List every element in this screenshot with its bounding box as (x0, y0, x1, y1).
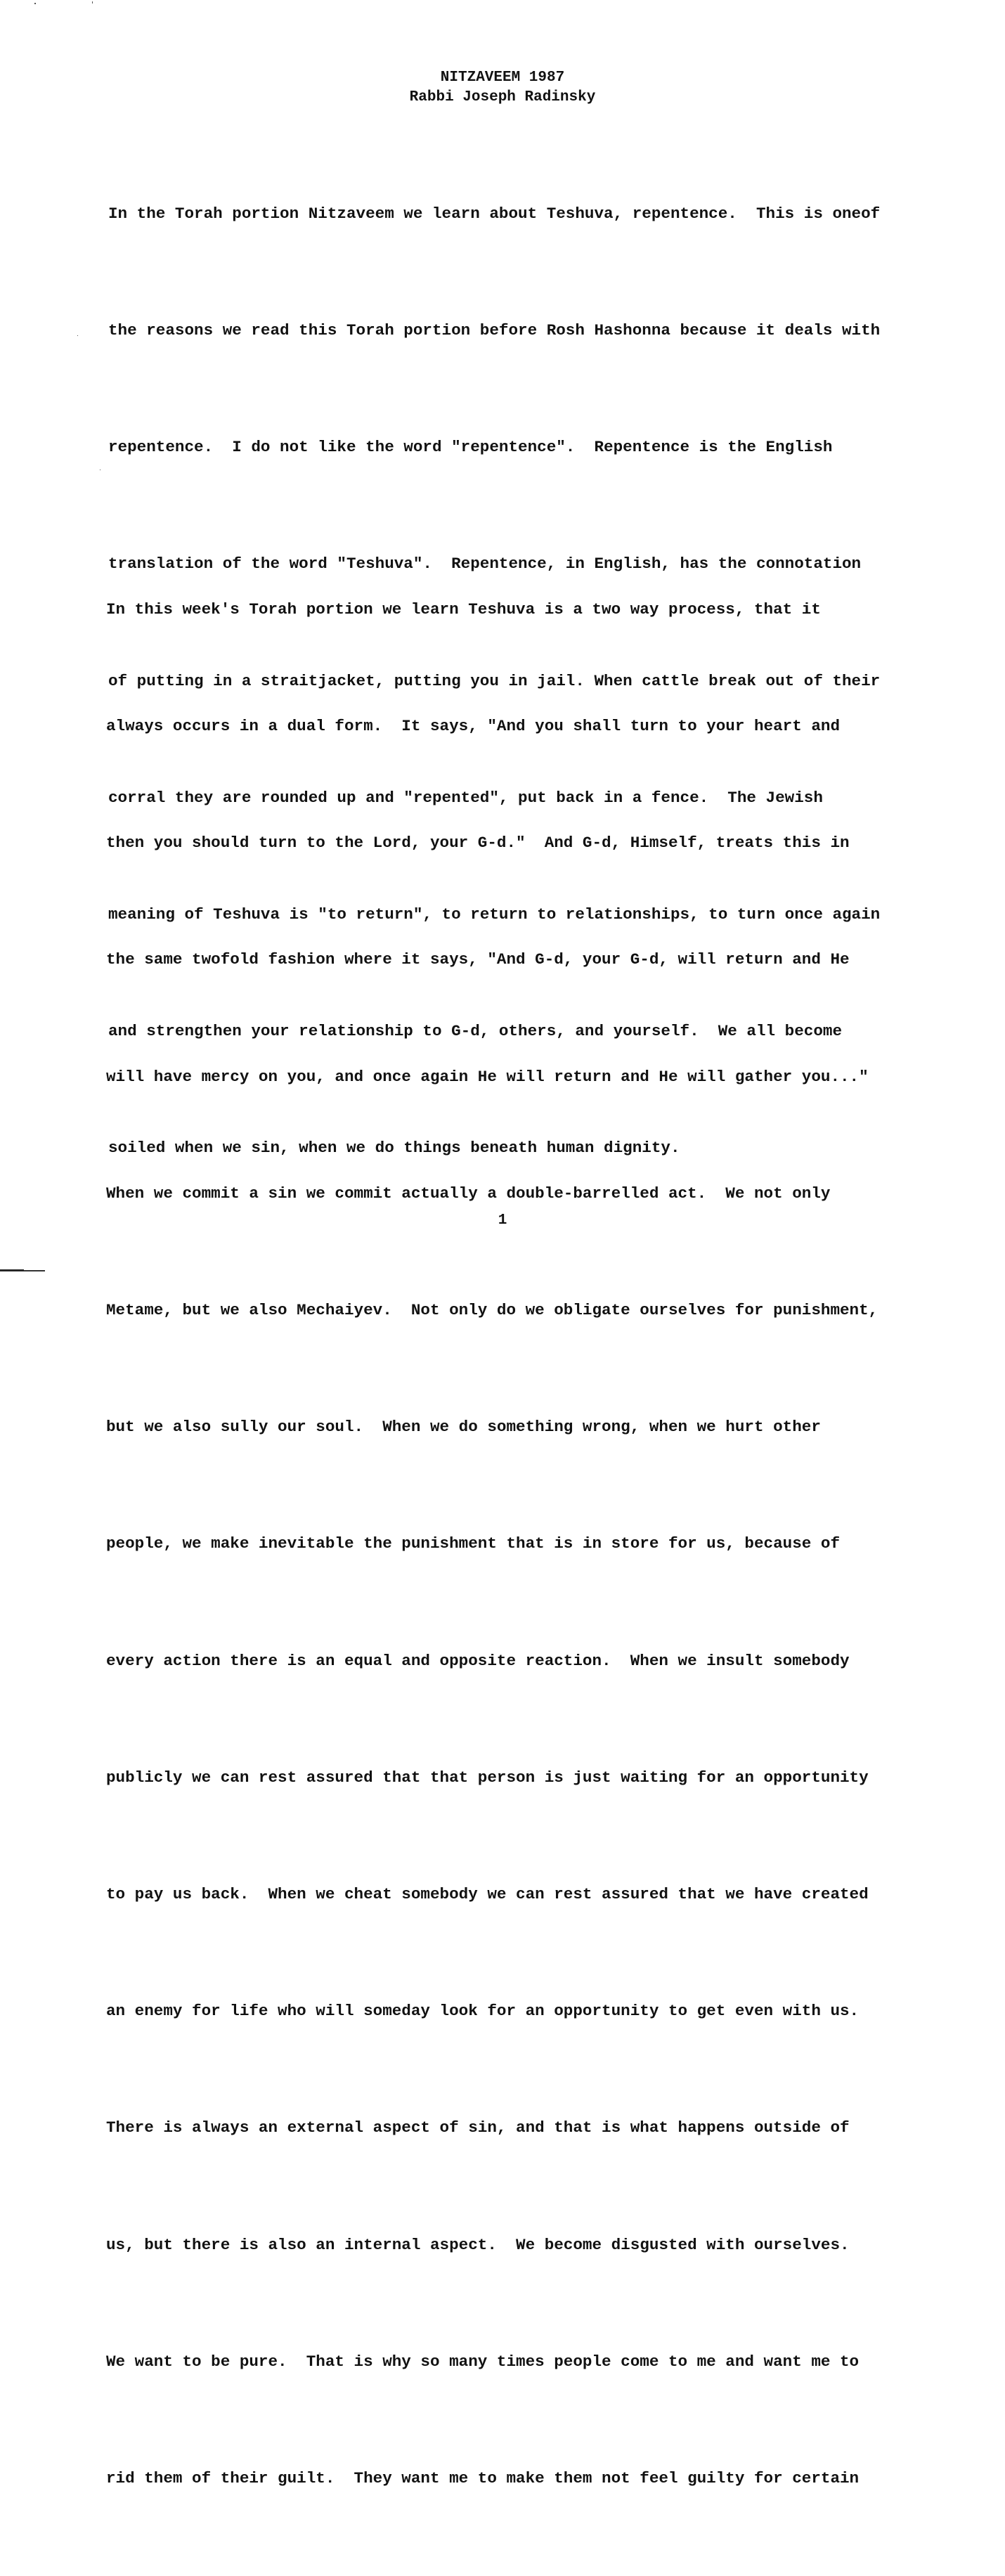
text-line: There is always an external aspect of sin, and that is what happens outside of (106, 2118, 850, 2137)
text-line: In this week's Torah portion we learn Teshuva is a two way process, that it (106, 600, 821, 619)
scan-speck (77, 335, 78, 336)
text-line: rid them of their guilt. They want me to make them not feel guilty for certain (106, 2469, 860, 2488)
text-line: Metame, but we also Mechaiyev. Not only do we obligate ourselves for punishment, (106, 1301, 878, 1320)
text-line: publicly we can rest assured that that person is just waiting for an opportunity (106, 1768, 869, 1787)
document-title: NITZAVEEM 1987 (440, 70, 565, 86)
text-line: to pay us back. When we cheat somebody we can rest assured that we have created (106, 1885, 869, 1904)
document-author: Rabbi Joseph Radinsky (409, 89, 596, 105)
text-line: meaning of Teshuva is "to return", to return to relationships, to turn once again (108, 905, 881, 924)
text-line: then you should turn to the Lord, your G-d." And G-d, Himself, treats this in (106, 834, 850, 853)
text-line: repentence. I do not like the word "repentence". Repentence is the English (108, 438, 833, 457)
text-line: always occurs in a dual form. It says, "And you shall turn to your heart and (106, 717, 841, 736)
text-line: will have mercy on you, and once again He will return and He will gather you..." (106, 1067, 869, 1086)
text-line: soiled when we sin, when we do things beneath human dignity. (108, 1139, 680, 1158)
text-line: translation of the word "Teshuva". Repentence, in English, has the connotation (108, 555, 862, 574)
scan-speck (34, 3, 36, 4)
text-line: but we also sully our soul. When we do something wrong, when we hurt other (106, 1418, 821, 1437)
text-line: of putting in a straitjacket, putting you in jail. When cattle break out of their (108, 671, 881, 690)
text-line: an enemy for life who will someday look for an opportunity to get even with us. (106, 2002, 860, 2021)
document-header (0, 68, 1005, 108)
paragraph-2 (106, 512, 881, 2576)
scan-speck (92, 1, 93, 4)
text-line: people, we make inevitable the punishment that is in store for us, because of (106, 1534, 841, 1553)
scan-margin-mark (0, 1270, 45, 1271)
text-line: corral they are rounded up and "repented", put back in a fence. The Jewish (108, 788, 823, 807)
text-line: In the Torah portion Nitzaveem we learn about Teshuva, repentence. This is oneof (108, 204, 881, 223)
text-line: every action there is an equal and opposite reaction. When we insult somebody (106, 1651, 850, 1670)
text-line: the same twofold fashion where it says, "And G-d, your G-d, will return and He (106, 950, 850, 969)
text-line: us, but there is also an internal aspect. We become disgusted with ourselves. (106, 2235, 850, 2254)
text-line: We want to be pure. That is why so many times people come to me and want me to (106, 2352, 860, 2371)
text-line: the reasons we read this Torah portion before Rosh Hashonna because it deals with (108, 321, 881, 340)
page-number: 1 (498, 1212, 507, 1229)
text-line: and strengthen your relationship to G-d, others, and yourself. We all become (108, 1022, 843, 1041)
text-line: When we commit a sin we commit actually a double-barrelled act. We not only (106, 1184, 831, 1203)
